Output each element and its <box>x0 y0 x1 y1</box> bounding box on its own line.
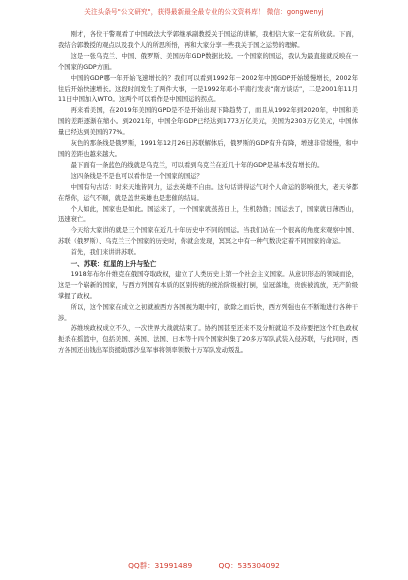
paragraph: 这是一张乌克兰、中国、俄罗斯、美国历年GDP数据比较。一个国家的国运，我认为最直接就反映在一个国家的GDP方面。 <box>58 52 358 71</box>
paragraph: 1918年布尔什维克在俄国夺取政权，建立了人类历史上第一个社会主义国家。从意识形态的领域而论，这是一个崭新的国家，与西方列国有本质的区别传统的统治阶级被打倒，皇冠落地，贵族被流放，无产阶级掌握了政权。 <box>58 270 358 300</box>
footer-qq: QQ：535304092 <box>218 561 280 570</box>
footer-qq-group: QQ群：31991489 <box>128 561 193 570</box>
header-banner: 关注头条号"公文研究"，获得最新最全最专业的公文资料库！ 微信：gongwenyj <box>84 8 324 16</box>
paragraph: 今天给大家讲的就是三个国家在近几十年历史中不同的国运。当我们站在一个很高的角度来观察中国、苏联（俄罗斯）、乌克兰三个国家的历史时，你就会发现，冥冥之中有一种气数决定着不同国家的命运。 <box>58 227 358 246</box>
paragraph: 最下面有一条蓝色的线就是乌克兰，可以看到乌克兰在近几十年的GDP是基本没有增长的。 <box>70 161 324 169</box>
paragraph: 苏维埃政权成立不久，一次世界大战就结束了。协约国甚至还来不及分赃就迫不及待要把这个红色政权扼杀在摇篮中，包括美国、英国、法国、日本等十四个国家纠集了20多万军队武装入侵苏联，与此同时，西方各国还出钱出军资援助那沙皇军事将领率领数十万军队发动叛乱。 <box>58 325 358 355</box>
paragraph: 刚才，各位干警观看了中国政法大学郭继承副教授关于国运的讲解，我相信大家一定有所收获。下面，我结合郭教授的观点以及我个人的所思所悟，再和大家分享一些我关于国之运势的理解。 <box>58 31 358 49</box>
section-heading: 一、苏联：红星的上升与坠亡 <box>70 260 157 269</box>
paragraph: 中国有句古话：时来天地皆同力，运去英雄不自由。这句话讲得运气对个人命运的影响很大，老天爷都在帮你，运气不顺，就是盖世英雄也是悲催的结局。 <box>58 183 358 202</box>
paragraph: 所以，这个国家在成立之初就被西方各国视为眼中钉，欲除之而后快，西方列强也在不断地进行各种干涉。 <box>58 303 358 322</box>
paragraph: 个人如此，国家也是如此。国运来了，一个国家就蒸蒸日上，生机勃勃；国运去了，国家就日薄西山，迅速衰亡。 <box>58 205 358 224</box>
paragraph: 中国的GDP哪一年开始飞速增长的？我们可以看到1992年－2002年中国GDP开始缓慢增长，2002年往后开始快速增长。这段时间发生了两件大事，一是1992年邓小平南行发表“南方谈话”，二是2001年11月11日中国加入WTO。这两个可以看作是中国国运的拐点。 <box>58 74 358 104</box>
paragraph: 灰色的那条线是俄罗斯，1991年12月26日苏联解体后，俄罗斯的GDP有升有降，增速非常缓慢，和中国的差距也越来越大。 <box>58 140 358 158</box>
paragraph: 这四条线是不是也可以看作是一个国家的国运？ <box>70 172 203 180</box>
footer-contacts <box>0 560 408 571</box>
paragraph: 再来看美国，在2019年美国的GPD是不是开始出现下降趋势了，而且从1992年到2020年，中国和美国的差距逐渐在缩小。到2021年，中国全年GDP已经达到1773万亿美元，美国为2303万亿美元，中国体量已经达到美国的77%。 <box>58 107 358 137</box>
document-body <box>58 30 358 357</box>
paragraph: 首先，我们来讲讲苏联。 <box>70 249 140 257</box>
